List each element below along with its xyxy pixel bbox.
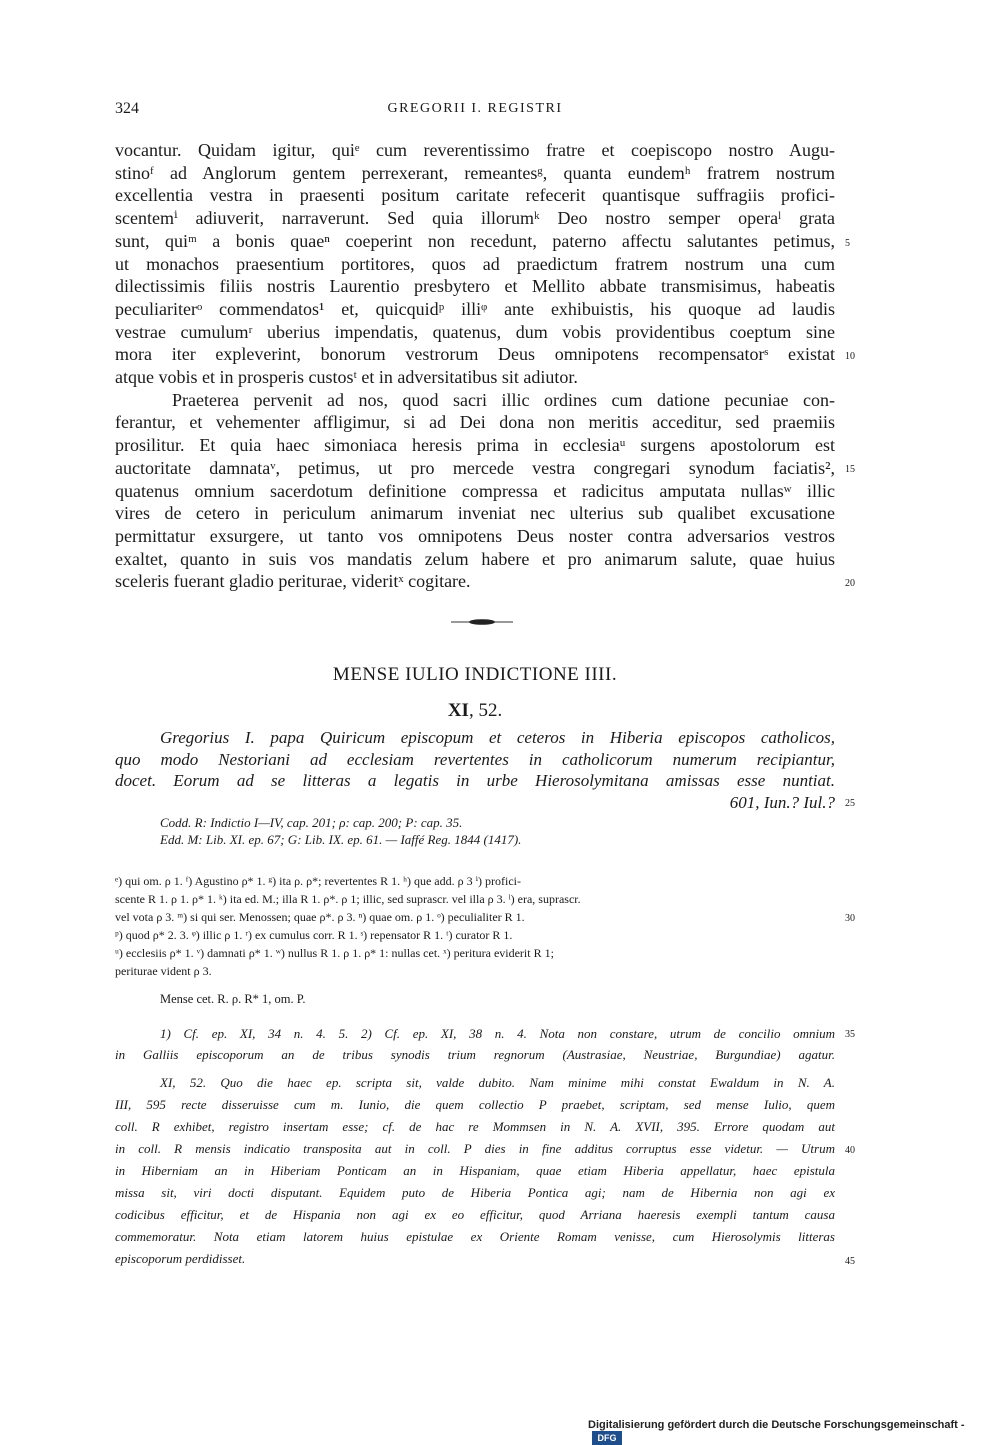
- main-text-line: vestrae cumulumʳ uberius impendatis, quatenus, dum vobis providentibus coeptum sine: [115, 321, 835, 342]
- apparatus-line: periturae vident ρ 3.: [115, 964, 212, 978]
- letter-index: , 52.: [468, 700, 503, 721]
- summary-line: quo modo Nestoriani ad ecclesiam revertentes in catholicorum numerum recipiantur,: [115, 749, 835, 769]
- digitization-footer: [588, 1419, 1000, 1445]
- main-text-line: stinoᶠ ad Anglorum gentem perrexerant, remeantesᵍ, quanta eundemʰ fratrem nostrum: [115, 162, 835, 183]
- note-line: coll. R exhibet, registro insertam esse; cf. de hac re Mommsen in N. A. XVII, 395. Errore quodam aut: [115, 1119, 835, 1134]
- editions-line: Edd. M: Lib. XI. ep. 67; G: Lib. IX. ep. 61. — Iaffé Reg. 1844 (1417).: [160, 832, 522, 847]
- note-line: episcoporum perdidisset.: [115, 1251, 246, 1266]
- summary-date: 601, Iun.? Iul.?: [729, 793, 835, 812]
- summary-line: Gregorius I. papa Quiricum episcopum et ceteros in Hiberia episcopos catholicos,: [160, 728, 835, 747]
- main-text-line: sceleris fuerant gladio periturae, videritˣ cogitare.: [115, 571, 471, 592]
- main-text-line: peculiariterᵒ commendatos¹ et, quicquidᵖ illiᵠ ante exhibuistis, his quoque ad laudis: [115, 298, 835, 319]
- page-number: 324: [115, 100, 139, 117]
- main-text-line: dilectissimis filiis nostris Laurentio presbytero et Mellito abbate transmisimus, habeatis: [115, 276, 835, 297]
- line-number: 30: [845, 913, 855, 924]
- main-text-line: sunt, quiᵐ a bonis quaeⁿ coeperint non recedunt, paterno affectu salutantes petimus,: [115, 230, 835, 251]
- codices-line: Codd. R: Indictio I—IV, cap. 201; ρ: cap. 200; P: cap. 35.: [160, 815, 463, 830]
- main-text-line: atque vobis et in prosperis custosᵗ et in adversitatibus sit adiutor.: [115, 367, 578, 387]
- main-text-line: mora iter expleverint, bonorum vestrorum Deus omnipotens recompensatorˢ existat: [115, 344, 835, 365]
- line-number: 45: [845, 1256, 855, 1267]
- footer-text: Digitalisierung gefördert durch die Deutsche Forschungsgemeinschaft -: [588, 1419, 965, 1432]
- line-number: 35: [845, 1029, 855, 1040]
- dfg-logo-icon: DFG: [592, 1431, 622, 1445]
- note-line: missa sit, viri docti disputant. Equidem puto de Hiberia Pontica agi; nam de Hibernia non agi ex: [115, 1185, 835, 1200]
- line-number: 15: [845, 464, 855, 475]
- main-text-line: exaltet, quanto in suis vos mandatis zelum habere et pro animarum salute, quae huius: [115, 548, 835, 569]
- letter-book: XI: [447, 700, 469, 721]
- summary-line: docet. Eorum ad se litteras a legatis in urbe Hierosolymitana amissas esse nuntiat.: [115, 771, 835, 790]
- line-number: 5: [845, 238, 850, 249]
- note-line: codicibus efficitur, et de Hispania non agi ex eo efficitur, quod Arriana haeresis exempli tantum causa: [115, 1207, 835, 1222]
- line-number: 25: [845, 798, 855, 809]
- main-text-line: ut monachos praesentium portitores, quos ad praedictum fratrem nostrum una cum: [115, 253, 835, 274]
- apparatus-line: scente R 1. ρ 1. ρ* 1. ᵏ) ita ed. M.; illa R 1. ρ*. ρ 1; illic, sed suprascr. vel illa ρ 3. ˡ) era, suprascr.: [115, 892, 581, 906]
- line-number: 10: [845, 351, 855, 362]
- note-line: in Hiberniam an in Hiberiam Ponticam an in Hispaniam, quae etiam Hiberia appellatur, haec epistula: [115, 1163, 835, 1178]
- section-heading: MENSE IULIO INDICTIONE IIII.: [332, 664, 618, 685]
- note-line: 1) Cf. ep. XI, 34 n. 4. 5. 2) Cf. ep. XI, 38 n. 4. Nota non constare, utrum de concilio omnium: [160, 1026, 835, 1041]
- apparatus-line: ᵉ) qui om. ρ 1. ᶠ) Agustino ρ* 1. ᵍ) ita ρ. ρ*; revertentes R 1. ʰ) que add. ρ 3 ⁱ) profici-: [115, 874, 521, 888]
- note-line: commemoratur. Nota etiam latorem huius epistulae ex Oriente Romam venisse, cum Hierosolymis litteras: [115, 1229, 835, 1244]
- main-text-line: quatenus omnium sacerdotum definitione compressa et radicitus amputata nullasʷ illic: [115, 480, 835, 501]
- main-text-line: vocantur. Quidam igitur, quiᵉ cum reverentissimo fratre et coepiscopo nostro Augu-: [115, 140, 835, 160]
- line-number: 40: [845, 1145, 855, 1156]
- note-line: III, 595 recte disseruisse cum m. Iunio, die quem collectio P praebet, scriptam, sed mense Iulio, quem: [115, 1097, 835, 1112]
- main-text-line: prosilitur. Et quia haec simoniaca heresis prima in ecclesiaᵘ surgens apostolorum est: [115, 435, 835, 456]
- main-text-line: ferantur, et vehementer affligimur, si ad Dei dona non meritis acceditur, sed praemiis: [115, 412, 835, 433]
- note-line: in coll. R mensis indicatio transposita aut in coll. P dies in fine additus corruptus esse videtur. — Utrum: [115, 1141, 835, 1156]
- note-line: XI, 52. Quo die haec ep. scripta sit, valde dubito. Nam minime mihi constat Ewaldum in N. A.: [160, 1075, 835, 1090]
- page-header: [115, 100, 835, 124]
- main-text-line: Praeterea pervenit ad nos, quod sacri illic ordines cum datione pecuniae con-: [172, 389, 835, 410]
- main-text-line: permittatur exsurgere, ut tanto vos omnipotens Deus noster contra adversarios vestros: [115, 525, 835, 546]
- main-text-line: vires de cetero in periculum animarum inveniat nec ulterius sub qualibet excusatione: [115, 503, 835, 524]
- apparatus-line: ᵘ) ecclesiis ρ* 1. ᵛ) damnati ρ* 1. ʷ) nullus R 1. ρ 1. ρ* 1: nullas cet. ˣ) peritura eviderit R 1;: [115, 946, 554, 960]
- main-text-line: auctoritate damnataᵛ, petimus, ut pro mercede vestra congregari synodum faciatis²,: [115, 457, 835, 478]
- mense-note: Mense cet. R. ρ. R* 1, om. P.: [160, 992, 306, 1006]
- apparatus-line: vel vota ρ 3. ᵐ) si qui ser. Menossen; quae ρ*. ρ 3. ⁿ) quae om. ρ 1. ᵒ) peculialiter R 1.: [115, 910, 525, 924]
- line-number: 20: [845, 578, 855, 589]
- note-line: in Galliis episcoporum an de tribus synodis trium regnorum (Austrasiae, Neustriae, Burgundiae) agatur.: [115, 1047, 835, 1062]
- main-text-line: scentemⁱ adiuverit, narraverunt. Sed quia illorumᵏ Deo nostro semper operaˡ grata: [115, 208, 835, 229]
- apparatus-line: ᵖ) quod ρ* 2. 3. ᵠ) illic ρ 1. ʳ) ex cumulus corr. R 1. ˢ) repensator R 1. ᵗ) curator R 1.: [115, 928, 513, 942]
- running-head: GREGORII I. REGISTRI: [387, 101, 563, 116]
- letter-number: [115, 700, 835, 722]
- main-text-line: excellentia vestra in praesenti positum caritate refecerit quantisque suffragiis profici-: [115, 185, 835, 206]
- ornament-divider: [451, 618, 513, 626]
